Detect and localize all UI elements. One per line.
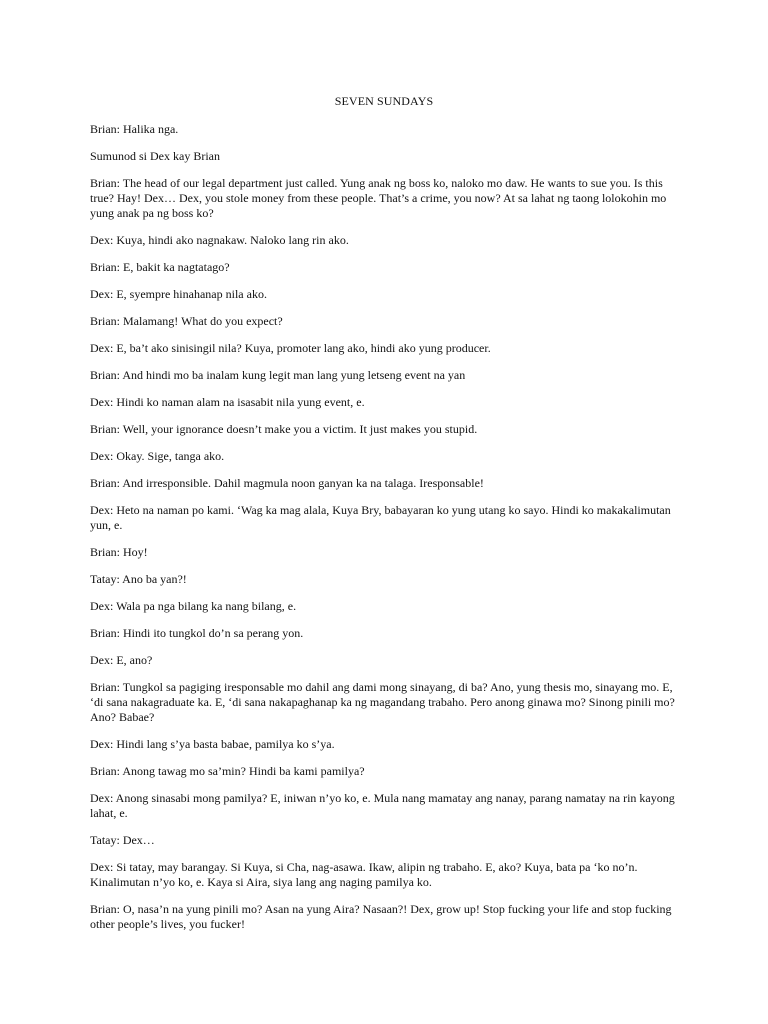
dialogue-line: Brian: Hoy! xyxy=(90,545,148,559)
dialogue-line: Dex: Si tatay, may barangay. Si Kuya, si Cha, nag-asawa. Ikaw, alipin ng trabaho. E, ako? Kuya, bata pa ‘ko no’n. Kinalimutan n’yo ko, e. Kaya si Aira, siya lang ang naging pamilya ko. xyxy=(90,860,638,889)
dialogue-line: Dex: Kuya, hindi ako nagnakaw. Naloko lang rin ako. xyxy=(90,233,349,247)
stage-direction: Sumunod si Dex kay Brian xyxy=(90,149,220,163)
dialogue-line: Brian: O, nasa’n na yung pinili mo? Asan na yung Aira? Nasaan?! Dex, grow up! Stop fucking your life and stop fucking other people’s lives, you fucker! xyxy=(90,902,672,931)
dialogue-line: Brian: The head of our legal department just called. Yung anak ng boss ko, naloko mo daw. He wants to sue you. Is this true? Hay! Dex… Dex, you stole money from these people. That’s a crime, you now? At sa lahat ng taong lolokohin mo yung anak pa ng boss ko? xyxy=(90,176,667,220)
dialogue-line: Tatay: Dex… xyxy=(90,833,155,847)
dialogue-line: Dex: E, syempre hinahanap nila ako. xyxy=(90,287,267,301)
dialogue-line: Dex: E, ba’t ako sinisingil nila? Kuya, promoter lang ako, hindi ako yung producer. xyxy=(90,341,491,355)
document-title: SEVEN SUNDAYS xyxy=(334,94,434,108)
dialogue-line: Brian: Tungkol sa pagiging iresponsable mo dahil ang dami mong sinayang, di ba? Ano, yung thesis mo, sinayang mo. E, ‘di sana nakagraduate ka. E, ‘di sana nakapaghanap ka ng magandang trabaho. Pero anong ginawa mo? Sinong pinili mo? Ano? Babae? xyxy=(90,680,675,724)
dialogue-line: Brian: Well, your ignorance doesn’t make you a victim. It just makes you stupid. xyxy=(90,422,478,436)
dialogue-line: Dex: Anong sinasabi mong pamilya? E, iniwan n’yo ko, e. Mula nang mamatay ang nanay, parang namatay na rin kayong lahat, e. xyxy=(90,791,675,820)
dialogue-line: Brian: Malamang! What do you expect? xyxy=(90,314,283,328)
dialogue-line: Dex: E, ano? xyxy=(90,653,153,667)
dialogue-line: Brian: Hindi ito tungkol do’n sa perang yon. xyxy=(90,626,304,640)
dialogue-line: Tatay: Ano ba yan?! xyxy=(90,572,187,586)
dialogue-line: Dex: Hindi ko naman alam na isasabit nila yung event, e. xyxy=(90,395,365,409)
dialogue-line: Dex: Wala pa nga bilang ka nang bilang, e. xyxy=(90,599,297,613)
dialogue-line: Dex: Heto na naman po kami. ‘Wag ka mag alala, Kuya Bry, babayaran ko yung utang ko sayo. Hindi ko makakalimutan yun, e. xyxy=(90,503,671,532)
dialogue-line: Brian: And hindi mo ba inalam kung legit man lang yung letseng event na yan xyxy=(90,368,466,382)
script-body xyxy=(90,122,680,944)
dialogue-line: Brian: And irresponsible. Dahil magmula noon ganyan ka na talaga. Iresponsable! xyxy=(90,476,484,490)
dialogue-line: Dex: Hindi lang s’ya basta babae, pamilya ko s’ya. xyxy=(90,737,335,751)
dialogue-line: Brian: Anong tawag mo sa’min? Hindi ba kami pamilya? xyxy=(90,764,365,778)
dialogue-line: Brian: E, bakit ka nagtatago? xyxy=(90,260,230,274)
dialogue-line: Brian: Halika nga. xyxy=(90,122,179,136)
dialogue-line: Dex: Okay. Sige, tanga ako. xyxy=(90,449,225,463)
